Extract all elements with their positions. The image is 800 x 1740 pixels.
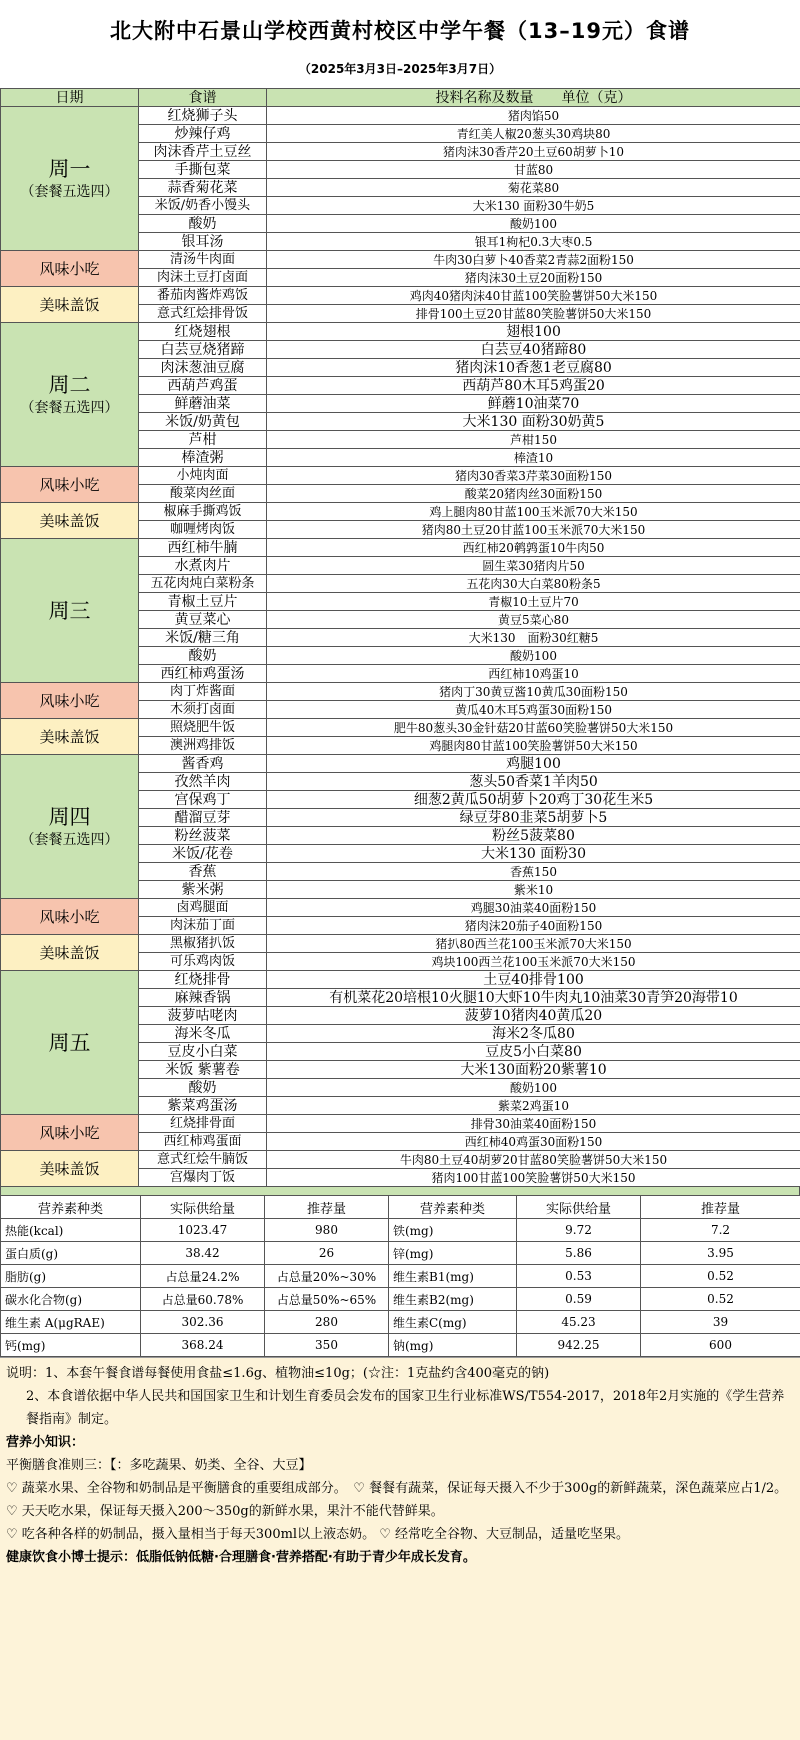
dish-name: 五花肉炖白菜粉条 bbox=[139, 575, 267, 593]
rice-category: 美味盖饭 bbox=[1, 1151, 139, 1187]
nutrition-header: 推荐量 bbox=[641, 1196, 800, 1219]
dish-name: 卤鸡腿面 bbox=[139, 899, 267, 917]
menu-row bbox=[1, 539, 800, 557]
dish-name: 香蕉 bbox=[139, 863, 267, 881]
nutrition-row bbox=[1, 1265, 800, 1288]
nutrition-cell: 942.25 bbox=[517, 1334, 641, 1357]
ingredients: 鲜蘑10油菜70 bbox=[267, 395, 800, 413]
ingredients: 芦柑150 bbox=[267, 431, 800, 449]
ingredients: 猪肉丁30黄豆酱10黄瓜30面粉150 bbox=[267, 683, 800, 701]
dish-name: 红烧狮子头 bbox=[139, 107, 267, 125]
dish-name: 紫菜鸡蛋汤 bbox=[139, 1097, 267, 1115]
nutrition-cell: 280 bbox=[265, 1311, 389, 1334]
day-cell bbox=[1, 323, 139, 467]
ingredients: 猪扒80西兰花100玉米派70大米150 bbox=[267, 935, 800, 953]
ingredients: 西红柿20鹌鹑蛋10牛肉50 bbox=[267, 539, 800, 557]
dish-name: 米饭/奶香小馒头 bbox=[139, 197, 267, 215]
dish-name: 麻辣香锅 bbox=[139, 989, 267, 1007]
dish-name: 宫爆肉丁饭 bbox=[139, 1169, 267, 1187]
rice-row bbox=[1, 1151, 800, 1169]
nutrition-cell: 3.95 bbox=[641, 1242, 800, 1265]
dish-name: 酸菜肉丝面 bbox=[139, 485, 267, 503]
rice-row bbox=[1, 935, 800, 953]
nutrition-header: 营养素种类 bbox=[1, 1196, 141, 1219]
dish-name: 炒辣仔鸡 bbox=[139, 125, 267, 143]
dish-name: 澳洲鸡排饭 bbox=[139, 737, 267, 755]
nutrition-cell: 钙(mg) bbox=[1, 1334, 141, 1357]
snack-row bbox=[1, 1115, 800, 1133]
day-cell bbox=[1, 539, 139, 683]
day-label: 周五 bbox=[1, 1030, 138, 1056]
snack-row bbox=[1, 683, 800, 701]
nutrition-row bbox=[1, 1219, 800, 1242]
notes-section bbox=[0, 1357, 800, 1740]
dish-name: 肉沫茄丁面 bbox=[139, 917, 267, 935]
dish-name: 米饭 紫薯卷 bbox=[139, 1061, 267, 1079]
ingredients: 西红柿40鸡蛋30面粉150 bbox=[267, 1133, 800, 1151]
nutrition-cell: 碳水化合物(g) bbox=[1, 1288, 141, 1311]
nutrition-cell: 锌(mg) bbox=[389, 1242, 517, 1265]
day-cell bbox=[1, 107, 139, 251]
ingredients: 酸奶100 bbox=[267, 647, 800, 665]
dish-name: 小炖肉面 bbox=[139, 467, 267, 485]
nutrition-cell: 维生素B1(mg) bbox=[389, 1265, 517, 1288]
ingredients: 鸡腿30油菜40面粉150 bbox=[267, 899, 800, 917]
ingredients: 酸菜20猪肉丝30面粉150 bbox=[267, 485, 800, 503]
nutrition-cell: 蛋白质(g) bbox=[1, 1242, 141, 1265]
nutrition-body bbox=[1, 1219, 800, 1357]
header-ingredients: 投料名称及数量 单位（克） bbox=[267, 89, 800, 107]
nutrition-cell: 0.52 bbox=[641, 1288, 800, 1311]
nutrition-cell: 45.23 bbox=[517, 1311, 641, 1334]
dish-name: 肉沫葱油豆腐 bbox=[139, 359, 267, 377]
ingredients: 银耳1枸杞0.3大枣0.5 bbox=[267, 233, 800, 251]
ingredients: 黄豆5菜心80 bbox=[267, 611, 800, 629]
day-label: 周二 bbox=[1, 372, 138, 398]
nutrition-cell: 0.59 bbox=[517, 1288, 641, 1311]
nutrition-row bbox=[1, 1334, 800, 1357]
dish-name: 棒渣粥 bbox=[139, 449, 267, 467]
ingredients: 海米2冬瓜80 bbox=[267, 1025, 800, 1043]
dish-name: 鲜蘑油菜 bbox=[139, 395, 267, 413]
snack-row bbox=[1, 899, 800, 917]
nutrition-cell: 维生素C(mg) bbox=[389, 1311, 517, 1334]
dish-name: 酸奶 bbox=[139, 1079, 267, 1097]
nutrition-cell: 9.72 bbox=[517, 1219, 641, 1242]
nutrition-cell: 铁(mg) bbox=[389, 1219, 517, 1242]
ingredients: 大米130面粉20紫薯10 bbox=[267, 1061, 800, 1079]
ingredients: 猪肉馅50 bbox=[267, 107, 800, 125]
nutrition-cell: 热能(kcal) bbox=[1, 1219, 141, 1242]
nutrition-cell: 维生素 A(μgRAE) bbox=[1, 1311, 141, 1334]
dish-name: 红烧排骨面 bbox=[139, 1115, 267, 1133]
ingredients: 有机菜花20培根10火腿10大虾10牛肉丸10油菜30青笋20海带10 bbox=[267, 989, 800, 1007]
ingredients: 鸡腿100 bbox=[267, 755, 800, 773]
day-note: （套餐五选四） bbox=[1, 182, 138, 202]
ingredients: 绿豆芽80韭菜5胡萝卜5 bbox=[267, 809, 800, 827]
dish-name: 孜然羊肉 bbox=[139, 773, 267, 791]
dish-name: 菠萝咕咾肉 bbox=[139, 1007, 267, 1025]
ingredients: 五花肉30大白菜80粉条5 bbox=[267, 575, 800, 593]
day-note: （套餐五选四） bbox=[1, 398, 138, 418]
dish-name: 黄豆菜心 bbox=[139, 611, 267, 629]
rice-row bbox=[1, 719, 800, 737]
nutrition-row bbox=[1, 1311, 800, 1334]
day-cell bbox=[1, 755, 139, 899]
nutrition-cell: 39 bbox=[641, 1311, 800, 1334]
snack-category: 风味小吃 bbox=[1, 899, 139, 935]
dish-name: 蒜香菊花菜 bbox=[139, 179, 267, 197]
nutrition-header: 实际供给量 bbox=[141, 1196, 265, 1219]
nutrition-cell: 钠(mg) bbox=[389, 1334, 517, 1357]
ingredients: 紫米10 bbox=[267, 881, 800, 899]
dish-name: 米饭/奶黄包 bbox=[139, 413, 267, 431]
rice-category: 美味盖饭 bbox=[1, 503, 139, 539]
nutrition-cell: 维生素B2(mg) bbox=[389, 1288, 517, 1311]
nutrition-cell: 占总量60.78% bbox=[141, 1288, 265, 1311]
day-label: 周四 bbox=[1, 804, 138, 830]
ingredients: 排骨30油菜40面粉150 bbox=[267, 1115, 800, 1133]
ingredients: 圆生菜30猪肉片50 bbox=[267, 557, 800, 575]
dish-name: 肉丁炸酱面 bbox=[139, 683, 267, 701]
menu-body bbox=[1, 107, 800, 1187]
ingredients: 大米130 面粉30奶黄5 bbox=[267, 413, 800, 431]
dish-name: 西红柿牛腩 bbox=[139, 539, 267, 557]
footer-tip: 健康饮食小博士提示：低脂低钠低糖·合理膳食·营养搭配·有助于青少年成长发育。 bbox=[6, 1546, 794, 1569]
dish-name: 酱香鸡 bbox=[139, 755, 267, 773]
nutrition-cell: 38.42 bbox=[141, 1242, 265, 1265]
ingredients: 猪肉沫30香芹20土豆60胡萝卜10 bbox=[267, 143, 800, 161]
ingredients: 甘蓝80 bbox=[267, 161, 800, 179]
dish-name: 西红柿鸡蛋汤 bbox=[139, 665, 267, 683]
ingredients: 猪肉沫30土豆20面粉150 bbox=[267, 269, 800, 287]
nutrition-cell: 0.53 bbox=[517, 1265, 641, 1288]
rice-row bbox=[1, 287, 800, 305]
nutrition-header: 营养素种类 bbox=[389, 1196, 517, 1219]
ingredients: 排骨100土豆20甘蓝80笑脸薯饼50大米150 bbox=[267, 305, 800, 323]
nutrition-cell: 600 bbox=[641, 1334, 800, 1357]
snack-category: 风味小吃 bbox=[1, 1115, 139, 1151]
dish-name: 西红柿鸡蛋面 bbox=[139, 1133, 267, 1151]
header-dish: 食谱 bbox=[139, 89, 267, 107]
menu-header-row bbox=[1, 89, 800, 107]
snack-category: 风味小吃 bbox=[1, 683, 139, 719]
dish-name: 番茄肉酱炸鸡饭 bbox=[139, 287, 267, 305]
nutrition-cell: 0.52 bbox=[641, 1265, 800, 1288]
dish-name: 米饭/花卷 bbox=[139, 845, 267, 863]
dish-name: 咖喱烤肉饭 bbox=[139, 521, 267, 539]
ingredients: 细葱2黄瓜50胡萝卜20鸡丁30花生米5 bbox=[267, 791, 800, 809]
dish-name: 酸奶 bbox=[139, 647, 267, 665]
dish-name: 红烧排骨 bbox=[139, 971, 267, 989]
nutrition-cell: 脂肪(g) bbox=[1, 1265, 141, 1288]
knowledge-title: 营养小知识： bbox=[6, 1431, 794, 1454]
ingredients: 西红柿10鸡蛋10 bbox=[267, 665, 800, 683]
nutrition-table bbox=[0, 1195, 800, 1357]
dish-name: 银耳汤 bbox=[139, 233, 267, 251]
dish-name: 木须打卤面 bbox=[139, 701, 267, 719]
nutrition-cell: 350 bbox=[265, 1334, 389, 1357]
ingredients: 白芸豆40猪蹄80 bbox=[267, 341, 800, 359]
dish-name: 醋溜豆芽 bbox=[139, 809, 267, 827]
ingredients: 菊花菜80 bbox=[267, 179, 800, 197]
dish-name: 意式红烩排骨饭 bbox=[139, 305, 267, 323]
ingredients: 鸡块100西兰花100玉米派70大米150 bbox=[267, 953, 800, 971]
ingredients: 大米130 面粉30红糖5 bbox=[267, 629, 800, 647]
ingredients: 肥牛80葱头30金针菇20甘蓝60笑脸薯饼50大米150 bbox=[267, 719, 800, 737]
ingredients: 酸奶100 bbox=[267, 1079, 800, 1097]
snack-category: 风味小吃 bbox=[1, 467, 139, 503]
rice-row bbox=[1, 503, 800, 521]
snack-category: 风味小吃 bbox=[1, 251, 139, 287]
ingredients: 猪肉80土豆20甘蓝100玉米派70大米150 bbox=[267, 521, 800, 539]
ingredients: 西葫芦80木耳5鸡蛋20 bbox=[267, 377, 800, 395]
nutrition-cell: 302.36 bbox=[141, 1311, 265, 1334]
note-line-2: 2、本食谱依据中华人民共和国国家卫生和计划生育委员会发布的国家卫生行业标准WS/T554-2017，2018年2月实施的《学生营养餐指南》制定。 bbox=[6, 1385, 794, 1431]
nutrition-header: 推荐量 bbox=[265, 1196, 389, 1219]
day-label: 周一 bbox=[1, 156, 138, 182]
dish-name: 黑椒猪扒饭 bbox=[139, 935, 267, 953]
menu-row bbox=[1, 323, 800, 341]
dish-name: 粉丝菠菜 bbox=[139, 827, 267, 845]
nutrition-cell: 5.86 bbox=[517, 1242, 641, 1265]
ingredients: 青椒10土豆片70 bbox=[267, 593, 800, 611]
table-divider bbox=[0, 1187, 800, 1195]
ingredients: 牛肉80土豆40胡萝20甘蓝80笑脸薯饼50大米150 bbox=[267, 1151, 800, 1169]
day-cell bbox=[1, 971, 139, 1115]
tip-1: ♡ 蔬菜水果、全谷物和奶制品是平衡膳食的重要组成部分。 ♡ 餐餐有蔬菜，保证每天摄入不少于300g的新鲜蔬菜，深色蔬菜应占1/2。 ♡ 天天吃水果，保证每天摄入200～350g的新鲜水果，果汁不能代替鲜果。 bbox=[6, 1477, 794, 1523]
ingredients: 青红美人椒20葱头30鸡块80 bbox=[267, 125, 800, 143]
dish-name: 白芸豆烧猪蹄 bbox=[139, 341, 267, 359]
dish-name: 青椒土豆片 bbox=[139, 593, 267, 611]
nutrition-header: 实际供给量 bbox=[517, 1196, 641, 1219]
ingredients: 猪肉30香菜3芹菜30面粉150 bbox=[267, 467, 800, 485]
dish-name: 宫保鸡丁 bbox=[139, 791, 267, 809]
nutrition-cell: 980 bbox=[265, 1219, 389, 1242]
dish-name: 清汤牛肉面 bbox=[139, 251, 267, 269]
ingredients: 大米130 面粉30 bbox=[267, 845, 800, 863]
dish-name: 可乐鸡肉饭 bbox=[139, 953, 267, 971]
rice-category: 美味盖饭 bbox=[1, 935, 139, 971]
ingredients: 葱头50香菜1羊肉50 bbox=[267, 773, 800, 791]
snack-row bbox=[1, 467, 800, 485]
ingredients: 土豆40排骨100 bbox=[267, 971, 800, 989]
dish-name: 红烧翅根 bbox=[139, 323, 267, 341]
date-range: （2025年3月3日–2025年3月7日） bbox=[0, 54, 800, 88]
nutrition-cell: 占总量50%~65% bbox=[265, 1288, 389, 1311]
dish-name: 豆皮小白菜 bbox=[139, 1043, 267, 1061]
nutrition-cell: 26 bbox=[265, 1242, 389, 1265]
ingredients: 紫菜2鸡蛋10 bbox=[267, 1097, 800, 1115]
nutrition-cell: 1023.47 bbox=[141, 1219, 265, 1242]
nutrition-cell: 占总量20%~30% bbox=[265, 1265, 389, 1288]
note-line-1: 说明：1、本套午餐食谱每餐使用食盐≤1.6g、植物油≤10g；(☆注：1克盐约含400毫克的钠) bbox=[6, 1362, 794, 1385]
dish-name: 紫米粥 bbox=[139, 881, 267, 899]
dish-name: 肉沫香芹土豆丝 bbox=[139, 143, 267, 161]
ingredients: 大米130 面粉30牛奶5 bbox=[267, 197, 800, 215]
ingredients: 猪肉沫20茄子40面粉150 bbox=[267, 917, 800, 935]
ingredients: 牛肉30白萝卜40香菜2青蒜2面粉150 bbox=[267, 251, 800, 269]
ingredients: 鸡腿肉80甘蓝100笑脸薯饼50大米150 bbox=[267, 737, 800, 755]
nutrition-header-row bbox=[1, 1196, 800, 1219]
ingredients: 粉丝5菠菜80 bbox=[267, 827, 800, 845]
snack-row bbox=[1, 251, 800, 269]
ingredients: 猪肉100甘蓝100笑脸薯饼50大米150 bbox=[267, 1169, 800, 1187]
rice-category: 美味盖饭 bbox=[1, 719, 139, 755]
ingredients: 鸡肉40猪肉沫40甘蓝100笑脸薯饼50大米150 bbox=[267, 287, 800, 305]
ingredients: 黄瓜40木耳5鸡蛋30面粉150 bbox=[267, 701, 800, 719]
menu-row bbox=[1, 755, 800, 773]
dish-name: 照烧肥牛饭 bbox=[139, 719, 267, 737]
nutrition-cell: 7.2 bbox=[641, 1219, 800, 1242]
ingredients: 翅根100 bbox=[267, 323, 800, 341]
day-label: 周三 bbox=[1, 598, 138, 624]
nutrition-cell: 占总量24.2% bbox=[141, 1265, 265, 1288]
ingredients: 菠萝10猪肉40黄瓜20 bbox=[267, 1007, 800, 1025]
header-day: 日期 bbox=[1, 89, 139, 107]
tip-2: ♡ 吃各种各样的奶制品，摄入量相当于每天300ml以上液态奶。 ♡ 经常吃全谷物、大豆制品，适量吃坚果。 bbox=[6, 1523, 794, 1546]
dish-name: 海米冬瓜 bbox=[139, 1025, 267, 1043]
rice-category: 美味盖饭 bbox=[1, 287, 139, 323]
ingredients: 酸奶100 bbox=[267, 215, 800, 233]
menu-row bbox=[1, 107, 800, 125]
dish-name: 手撕包菜 bbox=[139, 161, 267, 179]
nutrition-cell: 368.24 bbox=[141, 1334, 265, 1357]
nutrition-row bbox=[1, 1242, 800, 1265]
dish-name: 水煮肉片 bbox=[139, 557, 267, 575]
ingredients: 香蕉150 bbox=[267, 863, 800, 881]
day-note: （套餐五选四） bbox=[1, 830, 138, 850]
ingredients: 猪肉沫10香葱1老豆腐80 bbox=[267, 359, 800, 377]
ingredients: 豆皮5小白菜80 bbox=[267, 1043, 800, 1061]
nutrition-row bbox=[1, 1288, 800, 1311]
page-title: 北大附中石景山学校西黄村校区中学午餐（13–19元）食谱 bbox=[0, 0, 800, 54]
ingredients: 鸡上腿肉80甘蓝100玉米派70大米150 bbox=[267, 503, 800, 521]
menu-row bbox=[1, 971, 800, 989]
dish-name: 意式红烩牛腩饭 bbox=[139, 1151, 267, 1169]
dish-name: 椒麻手撕鸡饭 bbox=[139, 503, 267, 521]
dish-name: 芦柑 bbox=[139, 431, 267, 449]
dish-name: 酸奶 bbox=[139, 215, 267, 233]
dish-name: 西葫芦鸡蛋 bbox=[139, 377, 267, 395]
dish-name: 米饭/糖三角 bbox=[139, 629, 267, 647]
rule-title: 平衡膳食准则三：【：多吃蔬果、奶类、全谷、大豆】 bbox=[6, 1454, 794, 1477]
menu-table bbox=[0, 88, 800, 1187]
ingredients: 棒渣10 bbox=[267, 449, 800, 467]
dish-name: 肉沫土豆打卤面 bbox=[139, 269, 267, 287]
